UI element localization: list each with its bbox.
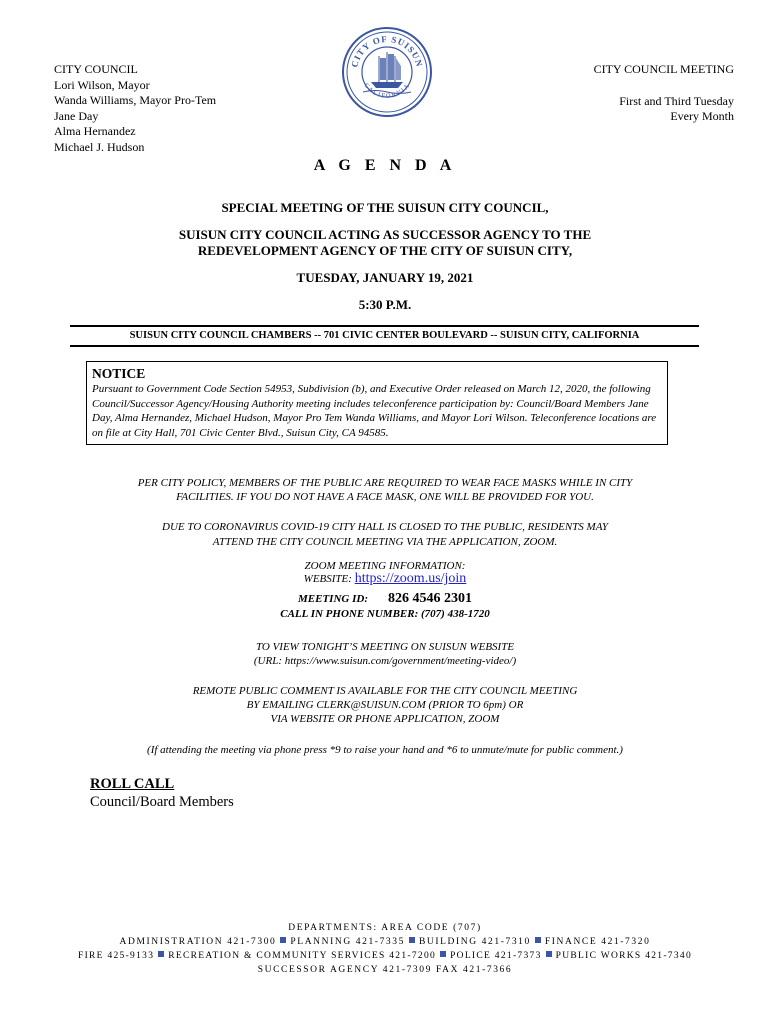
meeting-type: SPECIAL MEETING OF THE SUISUN CITY COUNCIL,	[221, 200, 549, 215]
dept-fire: FIRE 425-9133	[77, 951, 155, 961]
public-comment-line2: BY EMAILING CLERK@SUISUN.COM (PRIOR TO 6pm) OR	[246, 699, 524, 711]
mask-policy-line2: FACILITIES. IF YOU DO NOT HAVE A FACE MASK, ONE WILL BE PROVIDED FOR YOU.	[176, 491, 594, 503]
roll-call-subheading: Council/Board Members	[90, 794, 234, 810]
council-member: Jane Day	[54, 108, 99, 123]
city-seal-logo	[341, 26, 433, 118]
footer-row1	[0, 935, 770, 950]
meeting-id-row	[0, 591, 770, 607]
dept-planning: PLANNING 421-7335	[290, 937, 405, 947]
meeting-heading: CITY COUNCIL MEETING	[593, 62, 734, 76]
meeting-id-value: 826 4546 2301	[387, 591, 472, 606]
council-members-block	[54, 62, 216, 155]
bullet-square-icon	[546, 951, 552, 957]
bullet-square-icon	[409, 937, 415, 943]
svg-text:CALIFORNIA: CALIFORNIA	[362, 81, 412, 100]
zoom-website-link[interactable]: https://zoom.us/join	[354, 571, 467, 586]
dept-finance: FINANCE 421-7320	[544, 937, 651, 947]
notice-box	[86, 361, 668, 445]
bullet-square-icon	[280, 937, 286, 943]
council-member-mayor: Lori Wilson, Mayor	[54, 77, 150, 92]
council-member-mayor-pro-tem: Wanda Williams, Mayor Pro-Tem	[54, 93, 217, 107]
notice-heading: NOTICE	[92, 366, 146, 381]
dept-public-works: PUBLIC WORKS 421-7340	[555, 951, 693, 961]
notice-body: Pursuant to Government Code Section 54953, Subdivision (b), and Executive Order released on March 12, 2020, the following Council/Successor Agency/Housing Authority meeting includes teleconference participation by: Council/Board Members Jane Day, Alma Hernandez, Michael Hudson, Mayor Pro Tem Wanda Williams, and Mayor Lori Wilson. Teleconference locations are on file at City Hall, 701 Civic Center Blvd., Suisun City, CA 94585.	[92, 383, 657, 439]
dept-recreation: RECREATION & COMMUNITY SERVICES 421-7200	[168, 951, 437, 961]
call-in-phone: CALL IN PHONE NUMBER: (707) 438-1720	[280, 608, 490, 620]
mask-policy-line1: PER CITY POLICY, MEMBERS OF THE PUBLIC ARE REQUIRED TO WEAR FACE MASKS WHILE IN CITY	[137, 477, 633, 489]
bullet-square-icon	[158, 951, 164, 957]
footer-row2	[0, 949, 770, 964]
meeting-subtitle-line1: SUISUN CITY COUNCIL ACTING AS SUCCESSOR AGENCY TO THE	[178, 227, 592, 242]
meeting-subtitle-line2: REDEVELOPMENT AGENCY OF THE CITY OF SUISUN CITY,	[197, 243, 573, 258]
meeting-frequency-detail: Every Month	[670, 109, 734, 123]
meeting-location: SUISUN CITY COUNCIL CHAMBERS -- 701 CIVIC CENTER BOULEVARD -- SUISUN CITY, CALIFORNIA	[129, 330, 640, 341]
dept-administration: ADMINISTRATION 421-7300	[119, 937, 277, 947]
view-meeting-url: (URL: https://www.suisun.com/government/meeting-video/)	[253, 655, 517, 667]
roll-call-heading: ROLL CALL	[90, 776, 175, 792]
footer-title: DEPARTMENTS: AREA CODE (707)	[288, 923, 482, 933]
phone-instructions: (If attending the meeting via phone press *9 to raise your hand and *6 to unmute/mute for public comment.)	[147, 744, 623, 756]
meeting-time: 5:30 P.M.	[358, 297, 412, 312]
view-meeting-line1: TO VIEW TONIGHT’S MEETING ON SUISUN WEBSITE	[255, 641, 515, 653]
zoom-website-row	[0, 572, 770, 587]
svg-text:CITY OF SUISUN: CITY OF SUISUN	[349, 33, 425, 69]
agenda-title: A G E N D A	[313, 157, 457, 174]
footer-row3: SUCCESSOR AGENCY 421-7309 FAX 421-7366	[257, 965, 513, 975]
meeting-date: TUESDAY, JANUARY 19, 2021	[296, 270, 474, 285]
divider	[70, 345, 699, 347]
meeting-id-label: MEETING ID:	[298, 593, 368, 605]
covid-notice-line2: ATTEND THE CITY COUNCIL MEETING VIA THE APPLICATION, ZOOM.	[212, 536, 558, 548]
dept-police: POLICE 421-7373	[450, 951, 542, 961]
council-member: Alma Hernandez	[54, 124, 136, 138]
council-member: Michael J. Hudson	[54, 139, 145, 154]
public-comment-line3: VIA WEBSITE OR PHONE APPLICATION, ZOOM	[270, 713, 500, 725]
public-comment-line1: REMOTE PUBLIC COMMENT IS AVAILABLE FOR THE CITY COUNCIL MEETING	[192, 685, 578, 697]
covid-notice-line1: DUE TO CORONAVIRUS COVID-19 CITY HALL IS CLOSED TO THE PUBLIC, RESIDENTS MAY	[162, 521, 608, 533]
meeting-schedule-block	[594, 62, 734, 125]
council-heading: CITY COUNCIL	[54, 62, 138, 76]
zoom-info-label: ZOOM MEETING INFORMATION:	[304, 560, 466, 572]
roll-call-section	[90, 775, 234, 811]
meeting-frequency: First and Third Tuesday	[619, 93, 734, 108]
zoom-website-label: WEBSITE:	[303, 573, 352, 585]
bullet-square-icon	[440, 951, 446, 957]
divider	[70, 325, 699, 327]
bullet-square-icon	[535, 937, 541, 943]
dept-building: BUILDING 421-7310	[418, 937, 531, 947]
ship-seal-icon	[341, 26, 433, 118]
